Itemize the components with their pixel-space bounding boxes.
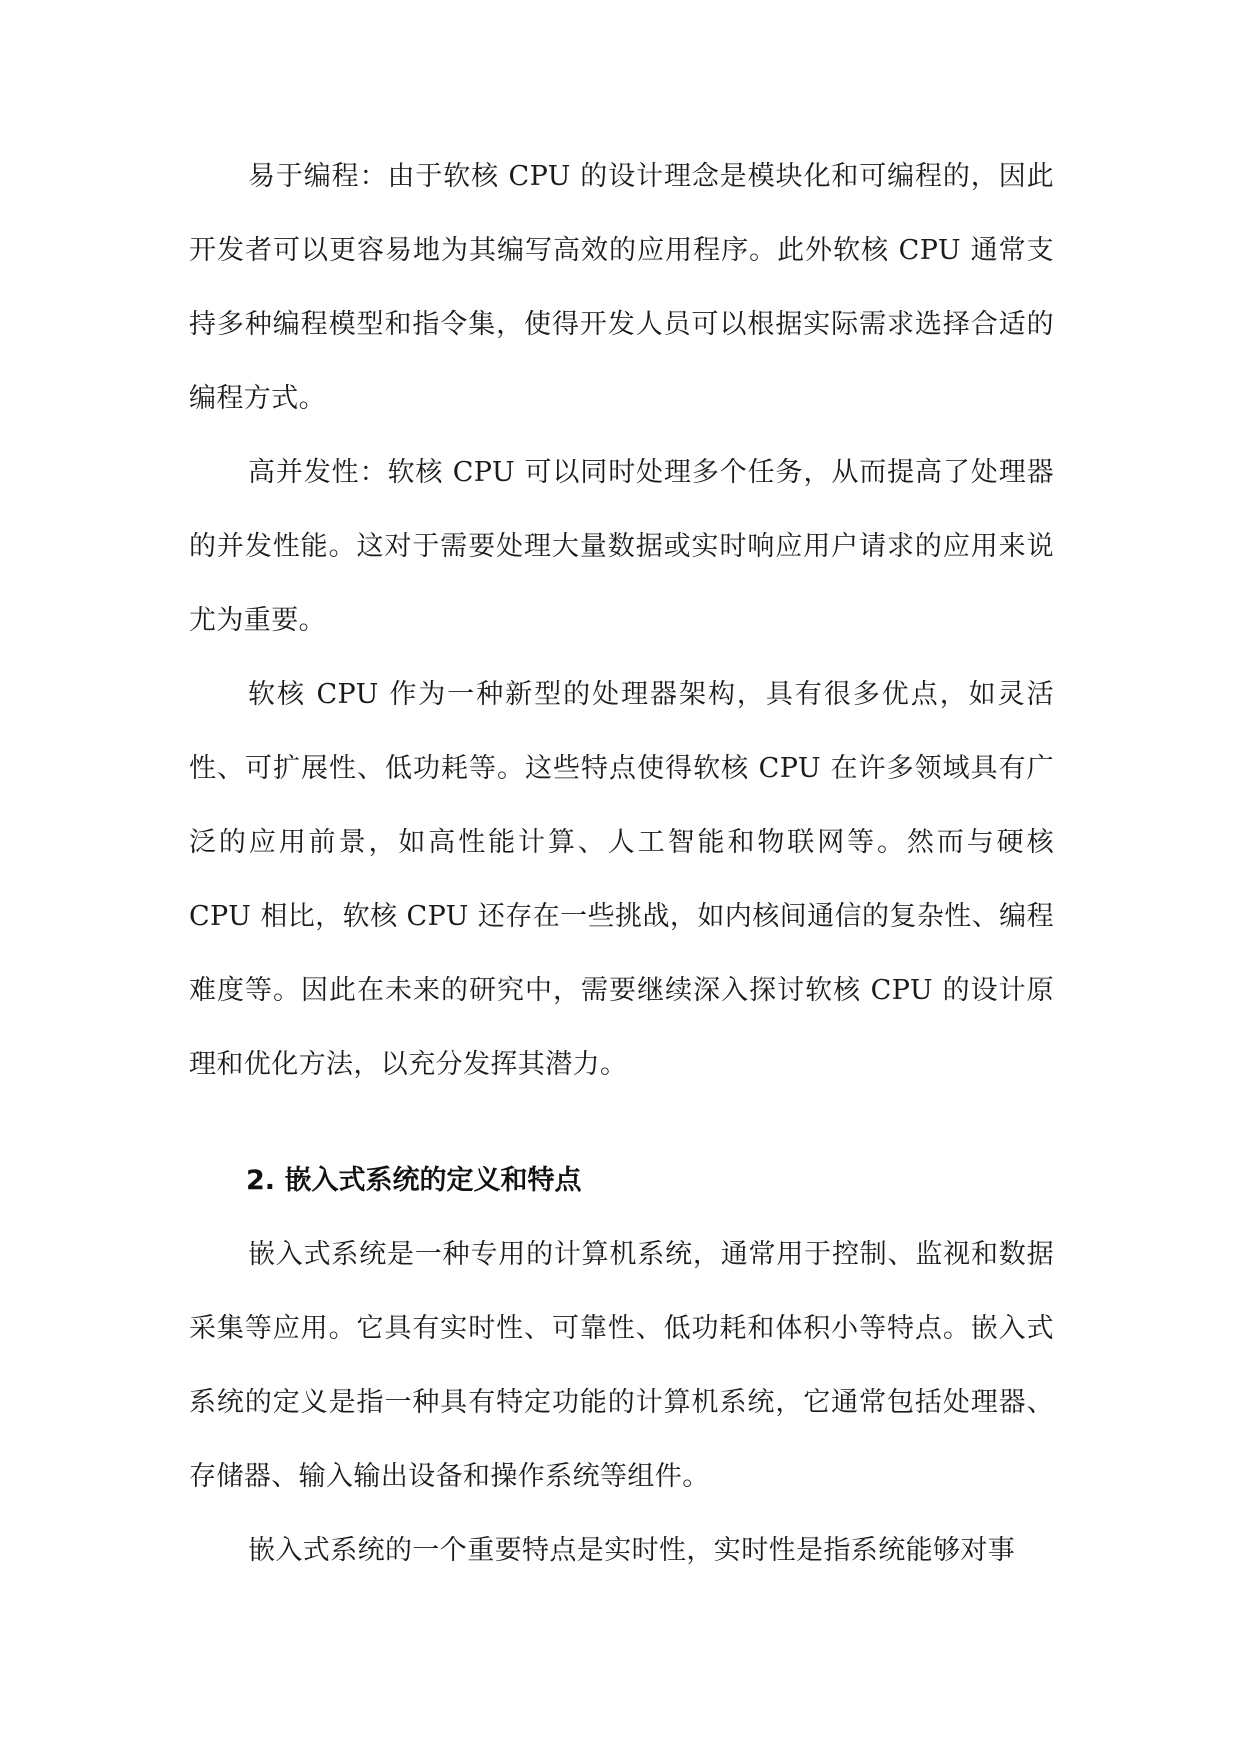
section-heading: 2. 嵌入式系统的定义和特点 [246, 1165, 582, 1196]
paragraph-easy-programming: 易于编程：由于软核 CPU 的设计理念是模块化和可编程的，因此开发者可以更容易地为其编写高效的应用程序。此外软核 CPU 通常支持多种编程模型和指令集，使得开发人员可以根据实际需求选择合适的编程方式。 [189, 161, 1054, 414]
paragraph-embedded-definition: 嵌入式系统是一种专用的计算机系统，通常用于控制、监视和数据采集等应用。它具有实时性、可靠性、低功耗和体积小等特点。嵌入式系统的定义是指一种具有特定功能的计算机系统，它通常包括处理器、存储器、输入输出设备和操作系统等组件。 [189, 1239, 1054, 1492]
paragraph-embedded-realtime: 嵌入式系统的一个重要特点是实时性，实时性是指系统能够对事 [248, 1535, 1016, 1566]
paragraph-softcore-summary: 软核 CPU 作为一种新型的处理器架构，具有很多优点，如灵活性、可扩展性、低功耗等。这些特点使得软核 CPU 在许多领域具有广泛的应用前景，如高性能计算、人工智能和物联网等。然而与硬核 CPU 相比，软核 CPU 还存在一些挑战，如内核间通信的复杂性、编程难度等。因此在未来的研究中，需要继续深入探讨软核 CPU 的设计原理和优化方法，以充分发挥其潜力。 [189, 679, 1054, 1080]
paragraph-high-concurrency: 高并发性：软核 CPU 可以同时处理多个任务，从而提高了处理器的并发性能。这对于需要处理大量数据或实时响应用户请求的应用来说尤为重要。 [189, 457, 1054, 636]
